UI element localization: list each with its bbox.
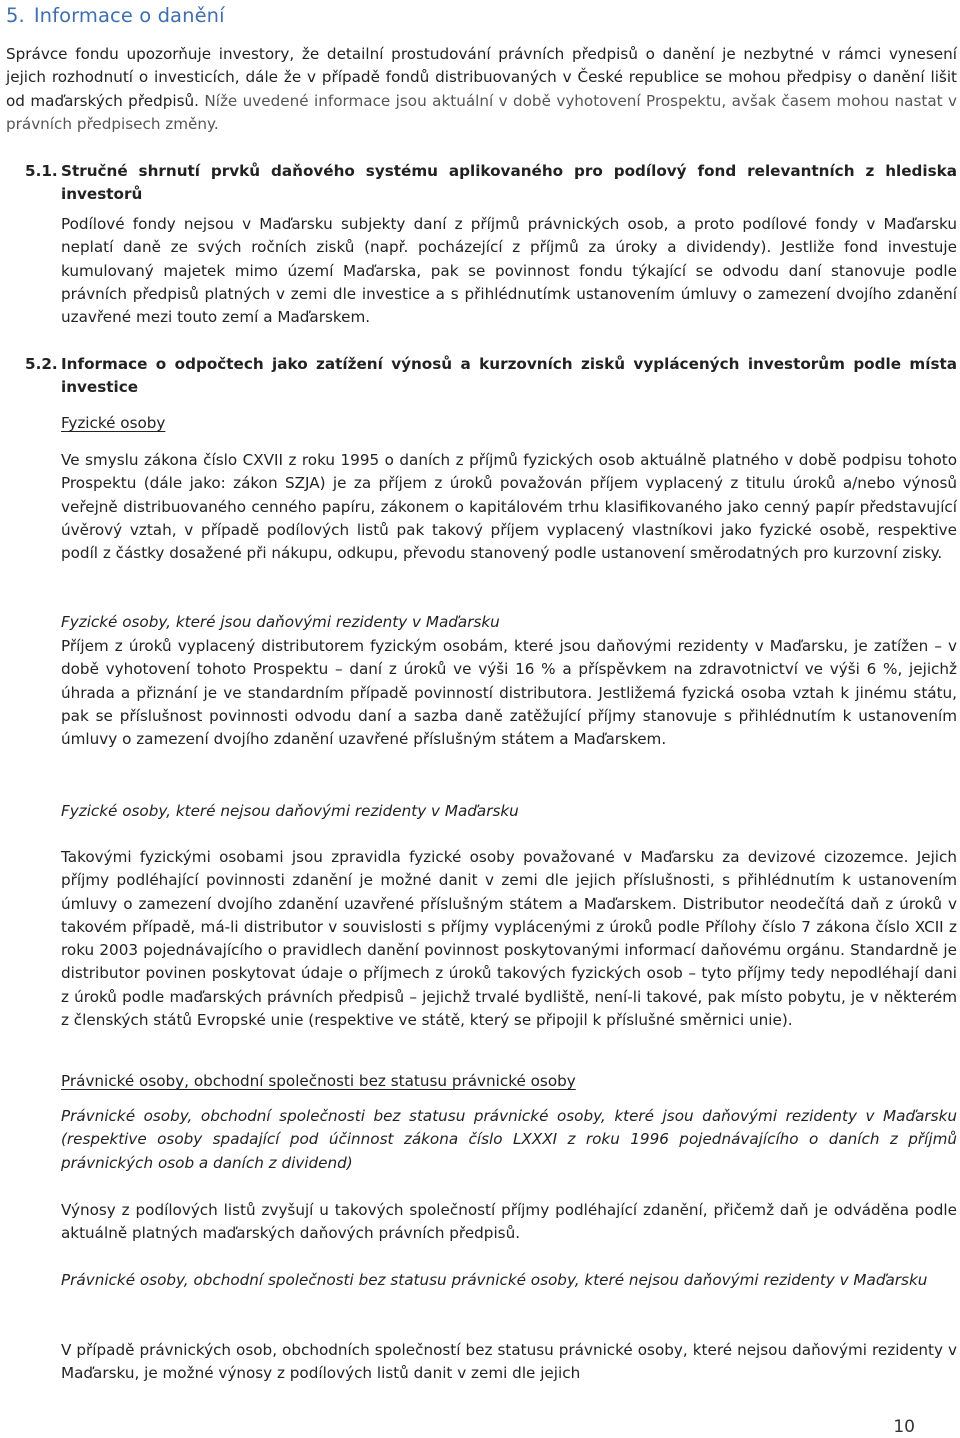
subsection-5-1-text: Podílové fondy nejsou v Maďarsku subjekty daní z příjmů právnických osob, a proto podílové fondy v Maďarsku neplatí daně ze svých ročních zisků (např. pocházející z příjmů za úroky a dividendy). Jestliže fond investuje kumulovaný majetek mimo území Maďarska, pak se povinnost fondu týkající se odvodu daní stanovuje podle právních předpisů platných v zemi dle investice a s přihlédnutímk ustanovením úmluvy o zamezení dvojího zdanění uzavřené mezi touto zemí a Maďarskem. — [61, 215, 957, 327]
rezidenti-heading: Fyzické osoby, které jsou daňovými rezidenty v Maďarsku — [61, 613, 500, 631]
pravnicke-rezidenti-text: Výnosy z podílových listů zvyšují u takových společností příjmy podléhající zdanění, přičemž daň je odváděna podle aktuálně platných maďarských daňových právních předpisů. — [61, 1201, 957, 1243]
intro-paragraph — [6, 43, 957, 136]
pravnicke-osoby-heading: Právnické osoby, obchodní společnosti bez statusu právnické osoby — [61, 1072, 576, 1090]
subsection-5-2-heading — [25, 353, 957, 400]
subsection-title: Informace o odpočtech jako zatížení výnosů a kurzovních zisků vyplácených investorům podle místa investice — [61, 355, 957, 397]
subsection-5-1-heading — [25, 160, 957, 207]
subsection-number: 5.2. — [25, 355, 58, 373]
intro-tail: Níže uvedené informace jsou aktuální v době vyhotovení Prospektu, avšak časem mohou nastat v právních předpisech změny. — [6, 91, 958, 133]
pravnicke-rezidenti-heading: Právnické osoby, obchodní společnosti bez statusu právnické osoby, které jsou daňovými rezidenty v Maďarsku (respektive osoby spadající pod účinnost zákona číslo LXXXI z roku 1996 pojednávajícího o daních z příjmů právnických osob a daních z dividend) — [61, 1107, 957, 1172]
rezidenti-text: Příjem z úroků vyplacený distributorem fyzickým osobám, které jsou daňovými rezidenty v Maďarsku, je zatížen – v době vyhotovení tohoto Prospektu – daní z úroků ve výši 16 % a příspěvkem na zdravotnictví ve výši 6 %, jejichž úhrada a přiznání je ve standardním případě povinností distributora. Jestližemá fyzická osoba vztah k jinému státu, pak se příslušnost povinnosti odvodu daní a sazba daně zatěžující příjmy stanovuje s přihlédnutím k ustanovením úmluvy o zamezení dvojího zdanění uzavřené příslušným státem a Maďarskem. — [61, 637, 957, 749]
section-title: Informace o danění — [33, 4, 225, 27]
page-number: 10 — [893, 1417, 915, 1437]
intro-main: Správce fondu upozorňuje investory, že detailní prostudování právních předpisů o danění je nezbytné v rámci vynesení jejich rozhodnutí o investicích, dále že v případě fondů distribuovaných v České republice se mohou předpisy o danění lišit od maďarských předpisů. — [6, 45, 957, 110]
subsection-title: Stručné shrnutí prvků daňového systému aplikovaného pro podílový fond relevantních z hlediska investorů — [61, 162, 957, 204]
nerezidenti-text: Takovými fyzickými osobami jsou zpravidla fyzické osoby považované v Maďarsku za devizové cizozemce. Jejich příjmy podléhající povinnosti zdanění je možné danit v zemi dle jejich příslušnosti, s přihlédnutím k ustanovením úmluvy o zamezení dvojího zdanění uzavřené příslušným státem a Maďarskem. Distributor neodečítá daň z úroků v takovém případě, má-li distributor v souvislosti s příjmy vyplácenými z úroků podle Přílohy číslo 7 zákona číslo XCII z roku 2003 pojednávajícího o pravidlech danění povinnost poskytovanými informací daňovému orgánu. Standardně je distributor povinen poskytovat údaje o příjmech z úroků takových fyzických osob – tyto příjmy tedy nepodléhají dani z úroků podle maďarských právních předpisů – jejichž trvalé bydliště, není-li takové, pak místo pobytu, je v některém z členských států Evropské unie (respektive ve státě, který se připojil k příslušné směrnici unie). — [61, 848, 957, 1030]
subsection-number: 5.1. — [25, 162, 58, 180]
section-number: 5. — [6, 4, 25, 27]
section-heading — [6, 4, 225, 27]
fyzicke-osoby-heading: Fyzické osoby — [61, 414, 166, 432]
nerezidenti-heading: Fyzické osoby, které nejsou daňovými rezidenty v Maďarsku — [61, 802, 519, 820]
pravnicke-nerezidenti-text: V případě právnických osob, obchodních společností bez statusu právnické osoby, které nejsou daňovými rezidenty v Maďarsku, je možné výnosy z podílových listů danit v zemi dle jejich — [61, 1341, 957, 1383]
fyzicke-osoby-text: Ve smyslu zákona číslo CXVII z roku 1995 o daních z příjmů fyzických osob aktuálně platného v době podpisu tohoto Prospektu (dále jako: zákon SZJA) je za příjem z úroků považován příjem vyplacený z titulu úroků a/nebo výnosů veřejně distribuovaného cenného papíru, zákonem o kapitálovém trhu klasifikovaného jako cenný papír představující úvěrový vztah, v případě podílových listů pak takový příjem vyplacený vlastníkovi jako fyzické osobě, respektive podíl z částky dosažené při nákupu, odkupu, převodu stanovený podle ustanovení směrodatných pro kurzovní zisky. — [61, 451, 957, 563]
pravnicke-nerezidenti-heading: Právnické osoby, obchodní společnosti bez statusu právnické osoby, které nejsou daňovými rezidenty v Maďarsku — [61, 1271, 928, 1289]
